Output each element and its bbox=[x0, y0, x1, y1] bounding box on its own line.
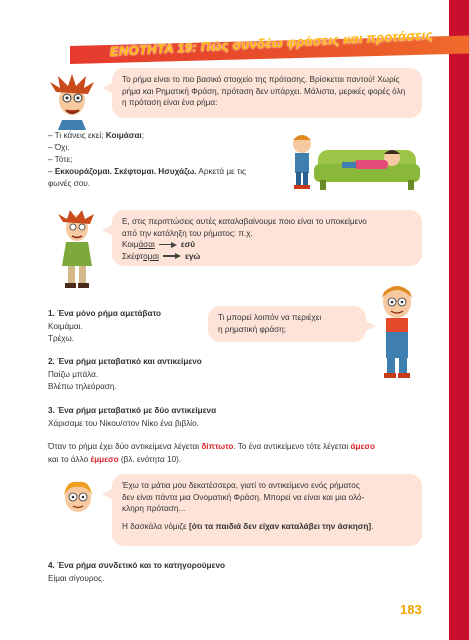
paragraph-line: και το άλλο έμμεσο (βλ. ενότητα 10). bbox=[48, 455, 182, 464]
example-line: Είμαι σίγουρος. bbox=[48, 574, 105, 583]
bubble4-line: Έχω τα μάτια μου δεκατέσσερα, γιατί το αντικείμενο ενός ρήματος bbox=[122, 481, 360, 490]
bubble4-example: Η δασκάλα νόμιζε [ότι τα παιδιά δεν είχαν καταλάβει την άσκηση]. bbox=[122, 521, 374, 531]
example-row: Κοιμάσαι εσύ bbox=[122, 240, 196, 249]
bubble2-line: Ε, στις περιπτώσεις αυτές καταλαβαίνουμε ποιο είναι το υποκείμενο bbox=[122, 217, 367, 226]
arrow-icon bbox=[163, 253, 181, 259]
bubble1-text: Το ρήμα είναι το πιο βασικό στοιχείο της πρότασης. Βρίσκεται παντού! Χωρίς ρήμα και Ρηματική Φράση, πρόταση δεν υπάρχει. Μάλιστα, μερικές φορές όλη η πρόταση είναι ένα ρήμα: bbox=[122, 75, 406, 107]
section-heading: 3. Ένα ρήμα μεταβατικό με δύο αντικείμενα bbox=[48, 406, 217, 415]
example-line: Χάρισαμε του Νίκου/στον Νίκο ένα βιβλίο. bbox=[48, 419, 199, 428]
professor-illustration bbox=[52, 210, 102, 290]
bubble2-line: από την κατάληξη του ρήματος: π.χ. bbox=[122, 228, 253, 238]
boy-illustration bbox=[372, 282, 422, 382]
bubble4-line: κληρη πρόταση... bbox=[122, 504, 186, 513]
dialogue-line: – Εκκουράζομαι. Σκέφτομαι. Ησυχάζω. Αρκετά με τις bbox=[48, 167, 246, 176]
section-heading: 1. Ένα μόνο ρήμα αμετάβατο bbox=[48, 309, 162, 318]
speech-bubble-2 bbox=[112, 210, 422, 266]
dialogue-line: – Τότε; bbox=[48, 155, 73, 164]
example-line: Τρέχω. bbox=[48, 334, 75, 343]
girl-illustration bbox=[56, 478, 100, 518]
bubble4-line: δεν είναι πάντα μια Ονοματική Φράση. Μπορεί να είναι και μια ολό- bbox=[122, 492, 365, 502]
dialogue-line: – Όχι. bbox=[48, 143, 70, 152]
children-sofa-illustration bbox=[280, 128, 420, 198]
bubble3-line: η ρηματική φράση; bbox=[218, 324, 287, 334]
arrow-icon bbox=[159, 242, 177, 248]
paragraph-line: Όταν το ρήμα έχει δύο αντικείμενα λέγεται δίπτωτο. Το ένα αντικείμενο τότε λέγεται άμεσο bbox=[48, 442, 376, 451]
example-line: Κοιμάμαι. bbox=[48, 322, 83, 331]
section-heading: 2. Ένα ρήμα μεταβατικό και αντικείμενο bbox=[48, 357, 202, 366]
section-heading: 4. Ένα ρήμα συνδετικό και το κατηγορούμενο bbox=[48, 561, 225, 570]
page-edge-strip bbox=[449, 0, 469, 640]
unit-title: ΕΝΟΤΗΤΑ 19: Πώς συνδέω φράσεις και προτάσεις bbox=[109, 27, 434, 59]
example-line: Παίζω μπάλα. bbox=[48, 370, 99, 379]
speech-bubble-3 bbox=[208, 306, 366, 342]
example-line: Βλέπω τηλεόραση. bbox=[48, 382, 117, 391]
page-number: 183 bbox=[400, 602, 422, 617]
example-row: Σκέφτομαι εγώ bbox=[122, 251, 201, 261]
speech-bubble-4 bbox=[112, 474, 422, 546]
professor-illustration bbox=[42, 70, 102, 130]
dialogue-line: φωνές σου. bbox=[48, 179, 91, 188]
dialogue-line: – Τι κάνεις εκεί; Κοιμάσαι; bbox=[48, 131, 144, 140]
bubble3-line: Τι μπορεί λοιπόν να περιέχει bbox=[218, 313, 322, 322]
speech-bubble-1 bbox=[112, 68, 422, 118]
